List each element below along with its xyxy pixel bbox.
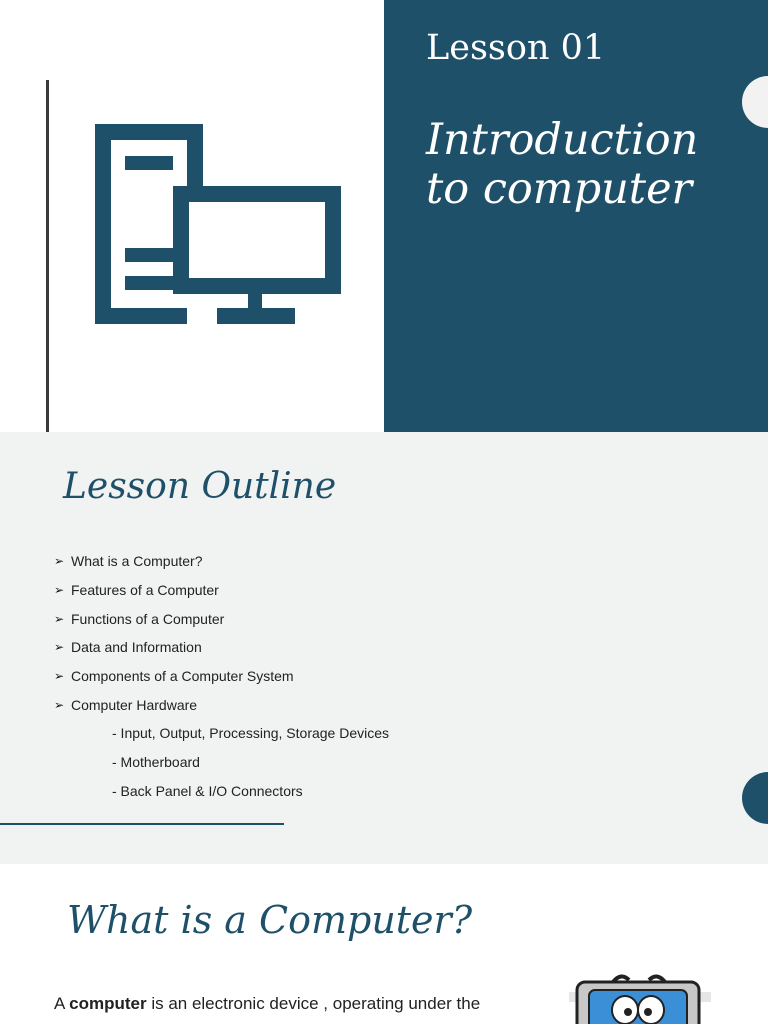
accent-rule [0, 823, 284, 825]
cartoon-computer-icon [565, 972, 715, 1024]
title-slide [0, 0, 768, 432]
vertical-divider [46, 80, 49, 432]
slide-title-line: Introduction [426, 115, 699, 165]
outline-item-text: What is a Computer? [71, 553, 203, 570]
section-heading: What is a Computer? [67, 898, 473, 942]
definition-term: computer [69, 994, 147, 1013]
outline-item [54, 576, 389, 605]
lesson-number: Lesson 01 [426, 28, 606, 68]
outline-item-text: Components of a Computer System [71, 668, 294, 685]
outline-item [54, 662, 389, 691]
arrow-bullet-icon: ➢ [54, 554, 65, 569]
outline-item-text: Functions of a Computer [71, 610, 225, 627]
desktop-computer-icon [95, 124, 341, 324]
outline-item [54, 690, 389, 719]
arrow-bullet-icon: ➢ [54, 583, 65, 598]
outline-item-text: Features of a Computer [71, 582, 219, 599]
outline-item-text: Data and Information [71, 639, 202, 656]
arrow-bullet-icon: ➢ [54, 640, 65, 655]
decorative-dot [742, 772, 768, 824]
definition-text: is an electronic device , operating under the [146, 994, 481, 1013]
slide-title-line: to computer [426, 164, 693, 214]
outline-slide [0, 432, 768, 864]
outline-item [54, 547, 389, 576]
outline-item-text: Computer Hardware [71, 696, 198, 713]
outline-list [54, 547, 389, 805]
definition-text: A [54, 994, 70, 1013]
outline-subitem: - Input, Output, Processing, Storage Devices [112, 725, 390, 742]
outline-subitem: - Back Panel & I/O Connectors [112, 782, 303, 799]
arrow-bullet-icon: ➢ [54, 611, 65, 626]
arrow-bullet-icon: ➢ [54, 669, 65, 684]
outline-item [54, 604, 389, 633]
outline-item [54, 633, 389, 662]
outline-subitem: - Motherboard [112, 754, 200, 771]
definition-paragraph [54, 994, 524, 1014]
arrow-bullet-icon: ➢ [54, 697, 65, 712]
definition-slide [0, 864, 768, 1024]
outline-heading: Lesson Outline [63, 466, 337, 507]
slide-title [426, 116, 746, 214]
